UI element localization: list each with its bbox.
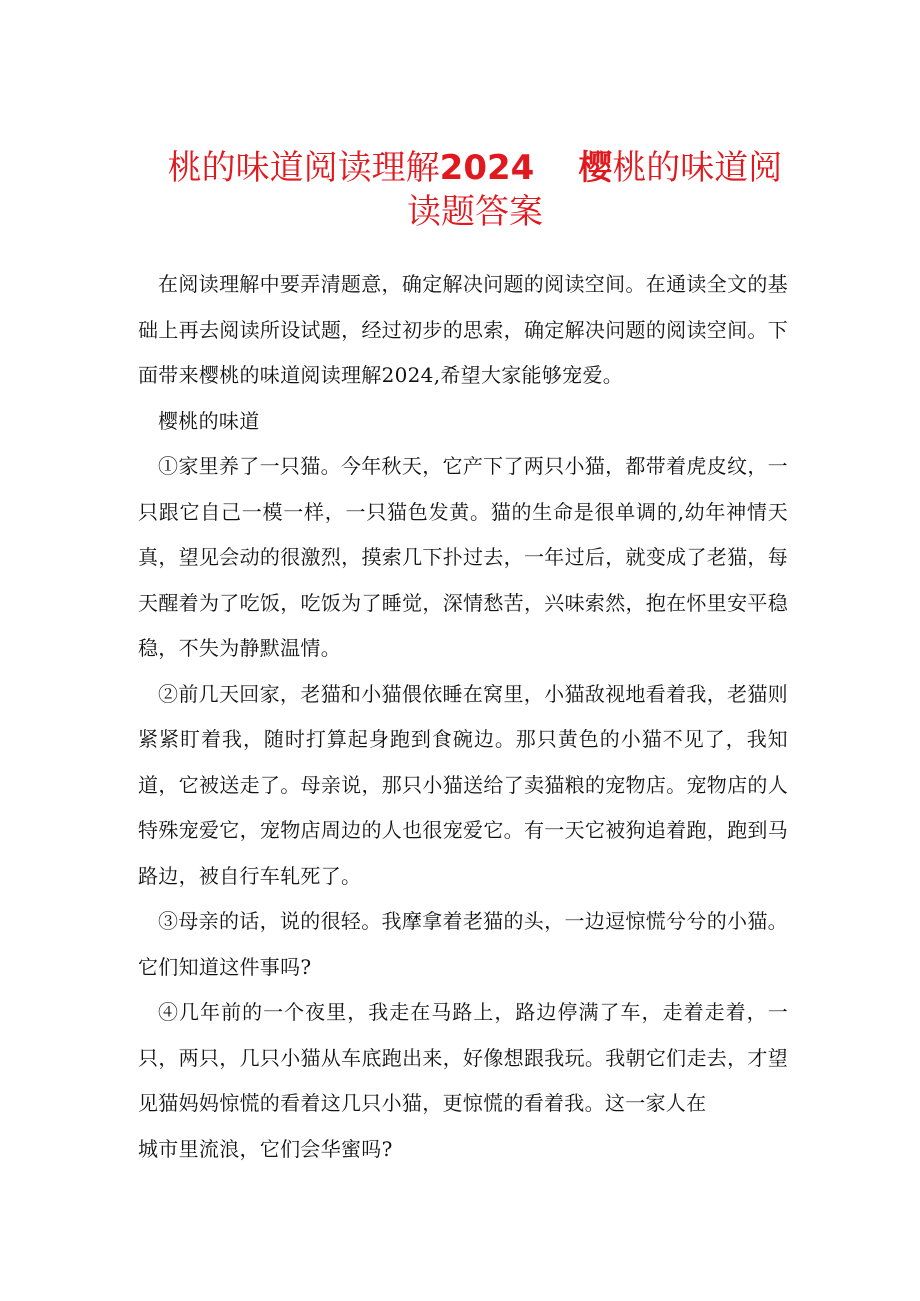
article-paragraph-4-continued: 城市里流浪，它们会华蜜吗? xyxy=(138,1136,393,1161)
article-paragraph-1: ①家里养了一只猫。今年秋天，它产下了两只小猫，都带着虎皮纹，一只跟它自己一模一样，一只猫色发黄。猫的生命是很单调的,幼年神情天真，望见会动的很激烈，摸索几下扑过去，一年过后，就变成了老猫，每天醒着为了吃饭，吃饭为了睡觉，深情愁苦，兴味索然，抱在怀里安平稳稳，不失为静默温情。 xyxy=(138,454,788,660)
article-heading: 樱桃的味道 xyxy=(158,408,260,433)
title-year: 2024 xyxy=(439,148,535,188)
title-text-part1: 桃的味道阅读理解 xyxy=(167,148,440,188)
title-line-2: 读题答案 xyxy=(407,192,543,232)
title-line-1 xyxy=(120,146,830,190)
article-paragraph-2: ②前几天回家，老猫和小猫偎依睡在窝里，小猫敌视地看着我，老猫则紧紧盯着我，随时打算起身跑到食碗边。那只黄色的小猫不见了，我知道，它被送走了。母亲说，那只小猫送给了卖猫粮的宠物店。宠物店的人特殊宠爱它，宠物店周边的人也很宠爱它。有一天它被狗追着跑，跑到马路边，被自行车轧死了。 xyxy=(138,681,788,888)
document-body xyxy=(138,262,788,1172)
title-text-part3: 桃的味道阅 xyxy=(612,148,783,188)
title-text-part2: 樱 xyxy=(578,148,613,188)
document-title xyxy=(120,146,830,234)
intro-paragraph: 在阅读理解中要弄清题意，确定解决问题的阅读空间。在通读全文的基础上再去阅读所设试题，经过初步的思索，确定解决问题的阅读空间。下面带来樱桃的味道阅读理解2024,希望大家能够宠爱。 xyxy=(138,272,788,387)
article-paragraph-4: ④几年前的一个夜里，我走在马路上，路边停满了车，走着走着，一只，两只，几只小猫从车底跑出来，好像想跟我玩。我朝它们走去，才望见猫妈妈惊慌的看着这几只小猫，更惊慌的看着我。这一家人在 xyxy=(138,1000,788,1115)
article-paragraph-3: ③母亲的话，说的很轻。我摩拿着老猫的头，一边逗惊慌兮兮的小猫。它们知道这件事吗? xyxy=(138,909,788,979)
